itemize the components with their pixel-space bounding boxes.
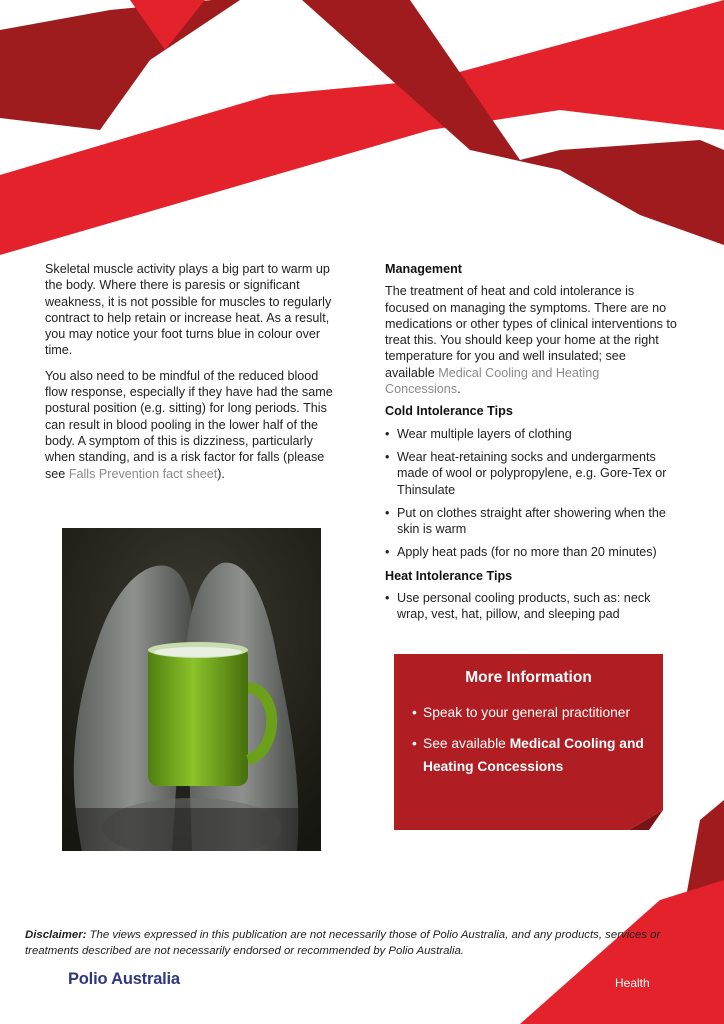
management-text: The treatment of heat and cold intolerance is focused on managing the symptoms. There are no medications or other types of clinical interventions to treat this. You should keep your home at the right temperature for you and well insulated; see available: [385, 284, 677, 380]
logo-text: Polio Australia: [68, 970, 180, 988]
footer-category-tag: Health: [615, 976, 650, 990]
info-item-concessions-prefix: See available: [423, 736, 510, 751]
paragraph-blood-flow: [45, 368, 340, 482]
list-item: [385, 590, 677, 623]
list-item: [385, 449, 677, 498]
bullet-icon: •: [385, 426, 390, 441]
more-information-list: [394, 701, 663, 778]
bullet-icon: •: [385, 449, 390, 464]
paragraph-blood-flow-end: ).: [217, 466, 225, 481]
heat-tip-text: Use personal cooling products, such as: neck wrap, vest, hat, pillow, and sleeping pad: [397, 591, 651, 622]
socks-and-mug-photo: [62, 528, 321, 851]
bullet-icon: •: [385, 505, 390, 520]
page-fold-corner: [629, 810, 663, 830]
cold-tip-text: Apply heat pads (for no more than 20 minutes): [397, 545, 657, 560]
cold-intolerance-heading: Cold Intolerance Tips: [385, 404, 513, 419]
management-paragraph: [385, 283, 677, 397]
management-heading: Management: [385, 262, 462, 276]
bullet-icon: •: [385, 545, 390, 560]
list-item: [385, 544, 677, 560]
bullet-icon: •: [412, 705, 417, 720]
paragraph-muscle-activity: Skeletal muscle activity plays a big part to warm up the body. Where there is paresis or significant weakness, it is not possible for muscles to regularly contract to help retain or increase heat. As a result, you may notice your foot turns blue in colour over time.: [45, 262, 332, 358]
list-item: [385, 505, 677, 538]
list-item: [414, 701, 653, 724]
left-column: [45, 261, 340, 491]
more-information-box: [394, 654, 663, 830]
cold-tip-text: Wear multiple layers of clothing: [397, 426, 572, 441]
list-item: [414, 732, 653, 778]
cooling-heating-concessions-link[interactable]: Medical Cooling and Heating Concessions: [385, 365, 600, 397]
disclaimer-label: Disclaimer:: [25, 929, 87, 941]
disclaimer: [25, 928, 695, 959]
heat-intolerance-heading: Heat Intolerance Tips: [385, 568, 513, 583]
bullet-icon: •: [385, 591, 390, 606]
ribbon-dark-top-left: [0, 0, 240, 130]
bullet-icon: •: [412, 736, 417, 751]
heat-tips-list: [385, 590, 677, 623]
list-item: [385, 426, 677, 442]
polio-australia-logo: [68, 970, 180, 989]
right-column: [385, 261, 677, 630]
info-item-concessions-link[interactable]: Medical Cooling and Heating Concessions: [423, 736, 644, 774]
photo-illustration: [62, 528, 321, 851]
cold-tip-text: Put on clothes straight after showering when the skin is warm: [397, 505, 666, 537]
paragraph-blood-flow-text: You also need to be mindful of the reduced blood flow response, especially if they have had the same postural position (e.g. sitting) for long periods. This can result in blood pooling in the lower half of the body. A symptom of this is dizziness, particularly when standing, and is a risk factor for falls (please see: [45, 368, 333, 481]
more-information-title: More Information: [465, 669, 592, 686]
cold-tip-text: Wear heat-retaining socks and undergarments made of wool or polypropylene, e.g. Gore-Tex or Thinsulate: [397, 449, 667, 497]
info-item-gp: Speak to your general practitioner: [423, 705, 631, 720]
management-end: .: [457, 382, 461, 397]
falls-prevention-link[interactable]: Falls Prevention fact sheet: [68, 466, 218, 481]
cold-tips-list: [385, 426, 677, 561]
disclaimer-text: The views expressed in this publication are not necessarily those of Polio Australia, and any products, services or treatments described are not necessarily endorsed or recommended by Polio Australia.: [25, 929, 661, 957]
